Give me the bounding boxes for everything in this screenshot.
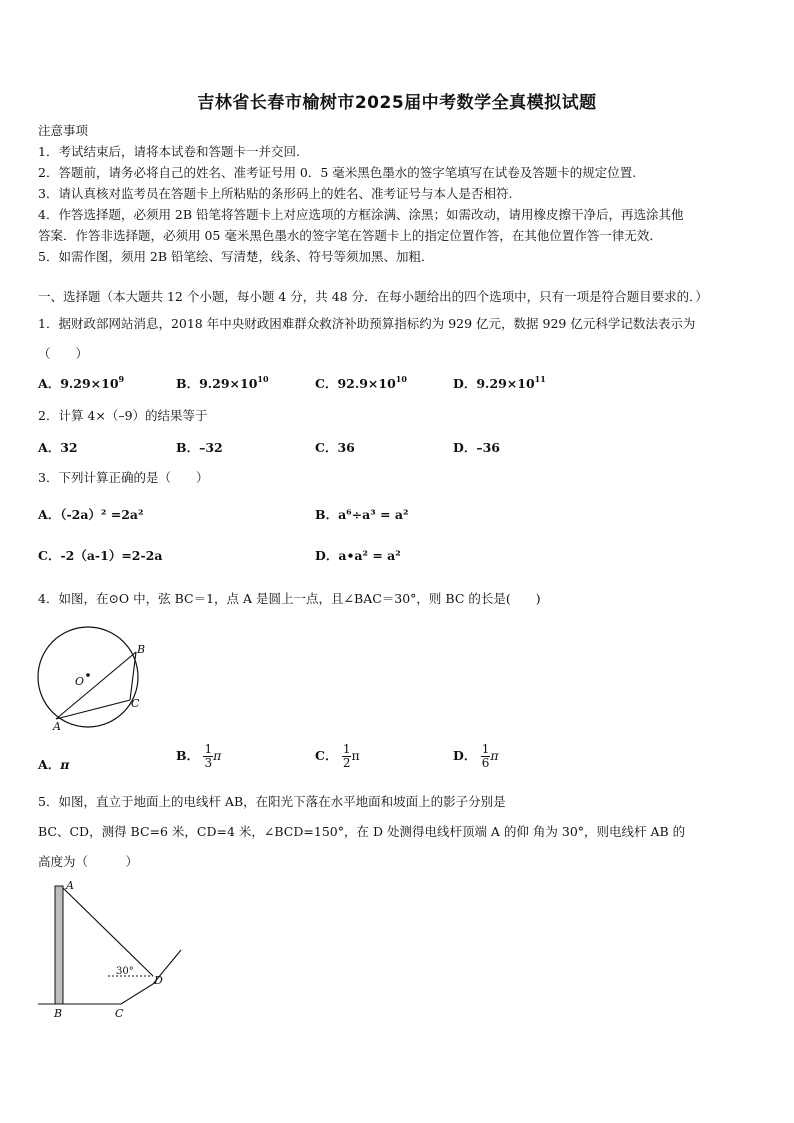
label-b: B	[137, 643, 146, 656]
q2-option-b: B．–32	[176, 440, 223, 455]
q5-pole-diagram	[36, 878, 186, 1020]
label-b: B	[54, 1007, 63, 1020]
q4-option-d: D． $\frac{1}{6}$ π	[453, 742, 499, 770]
q3-option-b: B．a⁶÷a³ = a²	[315, 507, 409, 522]
q1-paren: （ ）	[38, 346, 89, 361]
q1-option-a: A．$9.29\times 10^9$	[38, 374, 125, 391]
label-a: A	[53, 720, 61, 732]
q5-stem-line3: 高度为（ ）	[38, 854, 139, 869]
center-point	[86, 673, 90, 677]
q1-stem: 1．据财政部网站消息，2018 年中央财政困难群众救济补助预算指标约为 929 亿元，数据 929 亿元科学记数法表示为	[38, 316, 696, 331]
notice-item-2: 2．答题前，请务必将自己的姓名、准考证号用 0．5 毫米黑色墨水的签字笔填写在试卷及答题卡的规定位置.	[38, 165, 637, 180]
label-o: O	[75, 675, 85, 688]
q4-stem: 4．如图，在⊙O 中，弦 BC＝1，点 A 是圆上一点，且∠BAC＝30°，则 BC 的长是( )	[38, 591, 541, 606]
q4-option-a: A．π	[38, 757, 70, 772]
section-heading: 一、选择题（本大题共 12 个小题，每小题 4 分，共 48 分．在每小题给出的四个选项中，只有一项是符合题目要求的．）	[38, 289, 708, 304]
q3-stem: 3．下列计算正确的是（ ）	[38, 470, 209, 485]
circle-o	[38, 627, 138, 727]
q3-option-c: C．-2（a-1）=2-2a	[38, 548, 163, 563]
label-c: C	[115, 1007, 124, 1020]
q1-option-b: B．$9.29\times 10^{10}$	[176, 374, 269, 391]
slope-cd	[121, 984, 153, 1004]
q3-option-d: D．a•a² = a²	[315, 548, 401, 563]
label-a: A	[66, 879, 74, 892]
notice-item-4-cont: 答案．作答非选择题，必须用 05 毫米黑色墨水的签字笔在答题卡上的指定位置作答，在其他位置作答一律无效．	[38, 228, 662, 243]
q5-stem-line2: BC、CD，测得 BC=6 米，CD=4 米，∠BCD=150°，在 D 处测得电线杆顶端 A 的仰 角为 30°，则电线杆 AB 的	[38, 824, 686, 839]
q2-option-c: C．36	[315, 440, 355, 455]
q3-option-a: A．（-2a）² =2a²	[38, 507, 144, 522]
label-c: C	[131, 697, 140, 710]
q5-stem: 5．如图，直立于地面上的电线杆 AB，在阳光下落在水平地面和坡面上的影子分别是	[38, 794, 506, 809]
notice-item-3: 3．请认真核对监考员在答题卡上所粘贴的条形码上的姓名、准考证号与本人是否相符.	[38, 186, 513, 201]
q2-stem: 2．计算 4×（–9）的结果等于	[38, 408, 208, 423]
label-angle: 30°	[116, 966, 134, 977]
pole-ab	[55, 886, 63, 1004]
notice-item-4: 4．作答选择题，必须用 2B 铅笔将答题卡上对应选项的方框涂满、涂黑；如需改动，请用橡皮擦干净后，再选涂其他	[38, 207, 684, 222]
q4-option-b: B． $\frac{1}{3}$ π	[176, 742, 222, 770]
page-title: 吉林省长春市榆树市2025届中考数学全真模拟试题	[197, 93, 597, 113]
q1-option-c: C．$92.9\times 10^{10}$	[315, 374, 407, 391]
label-d: D	[154, 974, 163, 987]
q2-option-a: A．32	[38, 440, 78, 455]
q2-option-d: D．–36	[453, 440, 500, 455]
notice-item-5: 5．如需作图，须用 2B 铅笔绘、写清楚，线条、符号等须加黑、加粗．	[38, 249, 434, 264]
sunray-ad	[63, 888, 153, 976]
q1-option-d: D．$9.29\times 10^{11}$	[453, 374, 546, 391]
notice-item-1: 1．考试结束后，请将本试卷和答题卡一并交回.	[38, 144, 300, 159]
q4-circle-diagram	[36, 622, 154, 732]
notice-heading: 注意事项	[38, 123, 89, 138]
q4-option-c: C． $\frac{1}{2}$ π	[315, 742, 360, 770]
